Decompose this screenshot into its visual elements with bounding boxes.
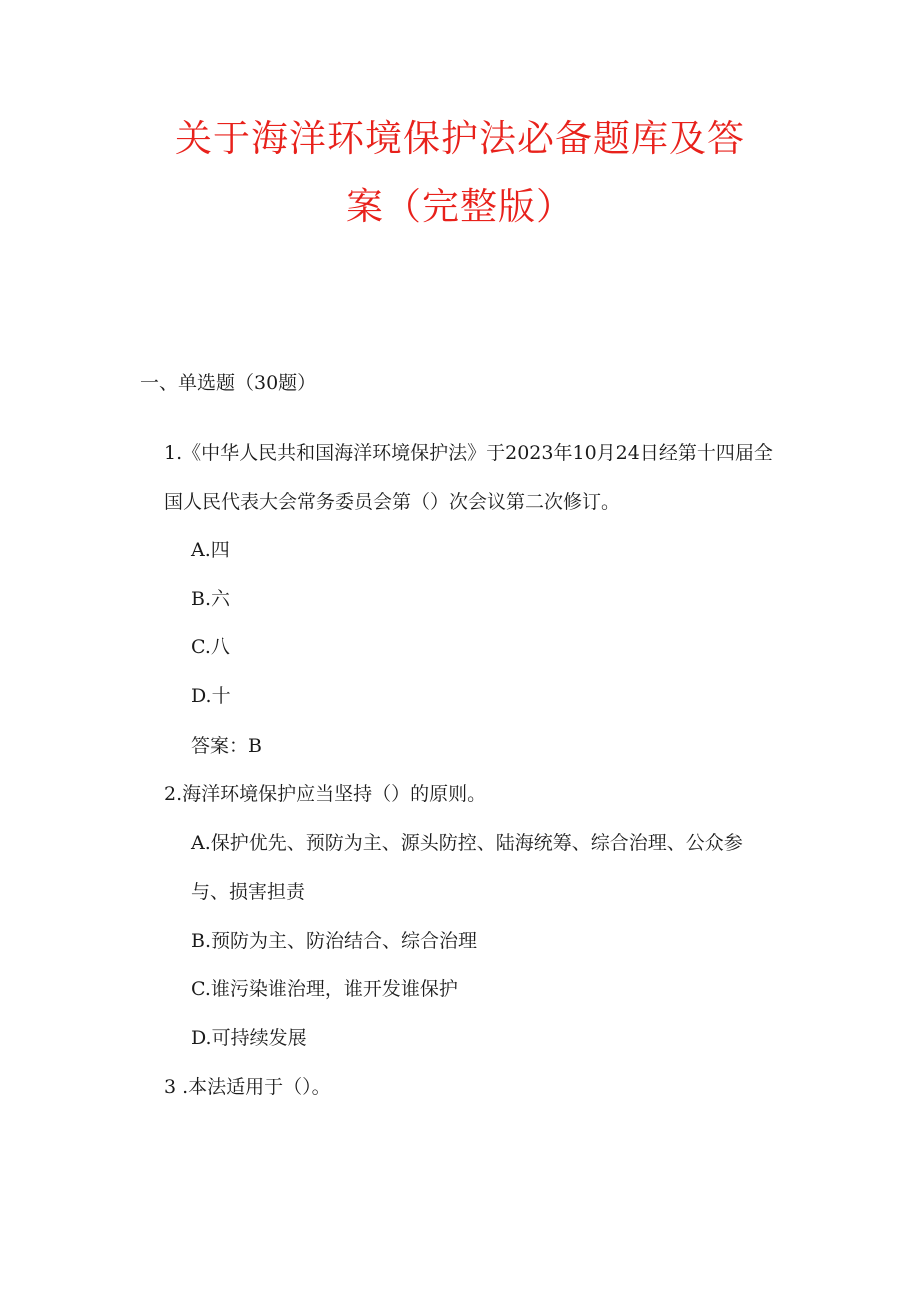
question-1-stem-line-2: 国人民代表大会常务委员会第（）次会议第二次修订。 xyxy=(164,491,621,513)
question-1-answer: 答案：B xyxy=(191,735,262,757)
section-heading: 一、单选题（30题） xyxy=(140,372,317,394)
question-2-option-a-line-1: A.保护优先、预防为主、源头防控、陆海统筹、综合治理、公众参 xyxy=(191,832,743,854)
question-1-option-a: A.四 xyxy=(191,539,230,561)
question-2-option-c: C.谁污染谁治理，谁开发谁保护 xyxy=(191,978,458,1000)
question-2-option-d: D.可持续发展 xyxy=(191,1027,307,1049)
question-1-option-b: B.六 xyxy=(191,588,231,610)
question-1-option-d: D.十 xyxy=(191,685,231,707)
document-title-line-2: 案（完整版） xyxy=(346,185,574,228)
question-1-stem-line-1: 1.《中华人民共和国海洋环境保护法》于2023年10月24日经第十四届全 xyxy=(164,442,773,464)
question-2-option-a-line-2: 与、损害担责 xyxy=(191,881,306,903)
question-3-stem: 3 .本法适用于（）。 xyxy=(164,1076,331,1098)
document-title-line-1: 关于海洋环境保护法必备题库及答 xyxy=(175,117,745,160)
question-2-option-b: B.预防为主、防治结合、综合治理 xyxy=(191,930,478,952)
question-2-stem: 2.海洋环境保护应当坚持（）的原则。 xyxy=(164,783,487,805)
question-1-option-c: C.八 xyxy=(191,636,230,658)
